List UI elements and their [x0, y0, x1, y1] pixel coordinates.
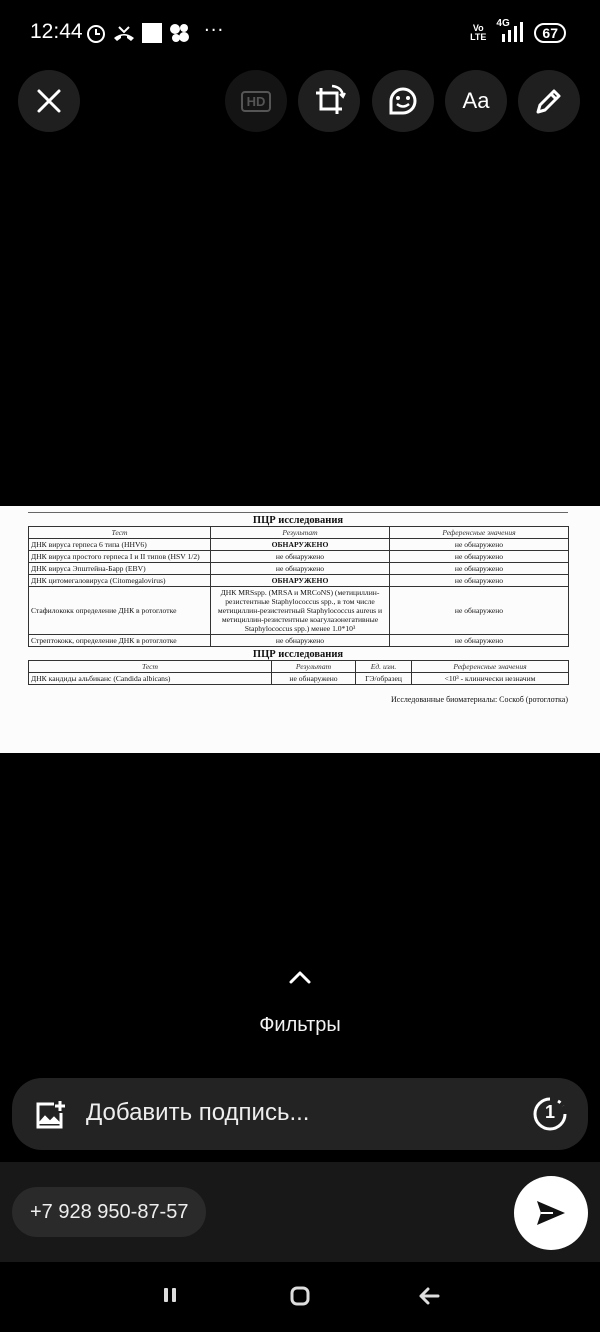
app-notification-icon	[168, 22, 190, 48]
crop-rotate-icon	[312, 84, 346, 118]
view-once-button[interactable]	[532, 1096, 568, 1132]
table-row: ДНК цитомегаловируса (Citomegalovirus) ОБНАРУЖЕНО не обнаружено	[29, 575, 569, 587]
volte-indicator: Vo LTE	[470, 23, 487, 42]
section-title-1: ПЦР исследования	[252, 515, 344, 526]
signal-icon: 4G	[496, 22, 524, 44]
close-button[interactable]	[18, 70, 80, 132]
table-row: ДНК вируса Эпштейна-Барр (EBV) не обнаружено не обнаружено	[29, 563, 569, 575]
missed-call-icon	[112, 24, 136, 48]
home-icon	[290, 1286, 310, 1306]
back-icon	[418, 1286, 440, 1306]
table-row: Стрептококк, определение ДНК в ротоглотке не обнаружено не обнаружено	[29, 635, 569, 647]
send-button[interactable]	[514, 1176, 588, 1250]
draw-button[interactable]	[518, 70, 580, 132]
notification-square-icon	[142, 23, 162, 43]
pcr-table-1	[28, 526, 569, 647]
table-row: ДНК вируса простого герпеса I и II типов (HSV 1/2) не обнаружено не обнаружено	[29, 551, 569, 563]
table-header: Ед. изм.	[356, 661, 412, 673]
text-label: Aa	[462, 88, 490, 113]
home-button[interactable]	[290, 1286, 310, 1310]
table-header: Тест	[29, 661, 272, 673]
status-time: 12:44	[30, 20, 83, 43]
caption-input[interactable]	[12, 1078, 588, 1150]
table-row: Стафилококк определение ДНК в ротоглотке ДНК MRSspp. (MRSA и MRCoNS) (метициллин-резистентные Staphylococcus spp., в том числе метициллин-резистентный Staphylococcus aureus и метициллин-резистентные коагулазонегативные Staphylococcus spp.) менее 1.0*10³ не обнаружено	[29, 587, 569, 635]
back-button[interactable]	[418, 1286, 440, 1310]
status-bar	[0, 0, 600, 66]
system-nav-bar	[0, 1262, 600, 1332]
add-image-button[interactable]	[34, 1099, 66, 1135]
close-icon	[36, 88, 62, 114]
biomaterial-note: Исследованные биоматериалы: Соскоб (ротоглотка)	[390, 695, 568, 704]
table-row: ДНК вируса герпеса 6 типа (HHV6) ОБНАРУЖЕНО не обнаружено	[29, 539, 569, 551]
table-header: Тест	[29, 527, 211, 539]
table-header: Референсные значения	[390, 527, 569, 539]
pcr-table-2	[28, 660, 569, 685]
crop-rotate-button[interactable]	[298, 70, 360, 132]
recents-icon	[161, 1286, 179, 1304]
recents-button[interactable]	[161, 1286, 179, 1308]
section-title-2: ПЦР исследования	[252, 649, 344, 660]
chevron-up-icon	[286, 968, 314, 986]
hd-quality-button[interactable]	[225, 70, 287, 132]
view-once-label: 1	[544, 1102, 555, 1122]
lab-report-document	[28, 512, 568, 704]
caption-placeholder: Добавить подпись...	[86, 1099, 310, 1126]
text-button[interactable]	[445, 70, 507, 132]
table-header: Референсные значения	[412, 661, 569, 673]
more-notifications-icon: ···	[204, 20, 225, 41]
pencil-icon	[534, 86, 564, 116]
table-header: Результат	[211, 527, 390, 539]
hd-label: HD	[241, 91, 272, 112]
table-row: ДНК кандиды альбиканс (Candida albicans) не обнаружено ГЭ/образец <10³ - клинически незначим	[29, 673, 569, 685]
alarm-icon	[86, 24, 106, 48]
filters-expand-button[interactable]	[286, 968, 314, 990]
sticker-button[interactable]	[372, 70, 434, 132]
send-icon	[535, 1199, 567, 1227]
recipient-chip[interactable]: +7 928 950-87-57	[12, 1187, 206, 1237]
filters-label[interactable]: Фильтры	[259, 1014, 341, 1036]
battery-indicator: 67	[534, 23, 566, 43]
table-header: Результат	[272, 661, 356, 673]
sticker-icon	[386, 84, 420, 118]
add-image-icon	[34, 1099, 66, 1131]
photo-preview[interactable]	[0, 506, 600, 753]
